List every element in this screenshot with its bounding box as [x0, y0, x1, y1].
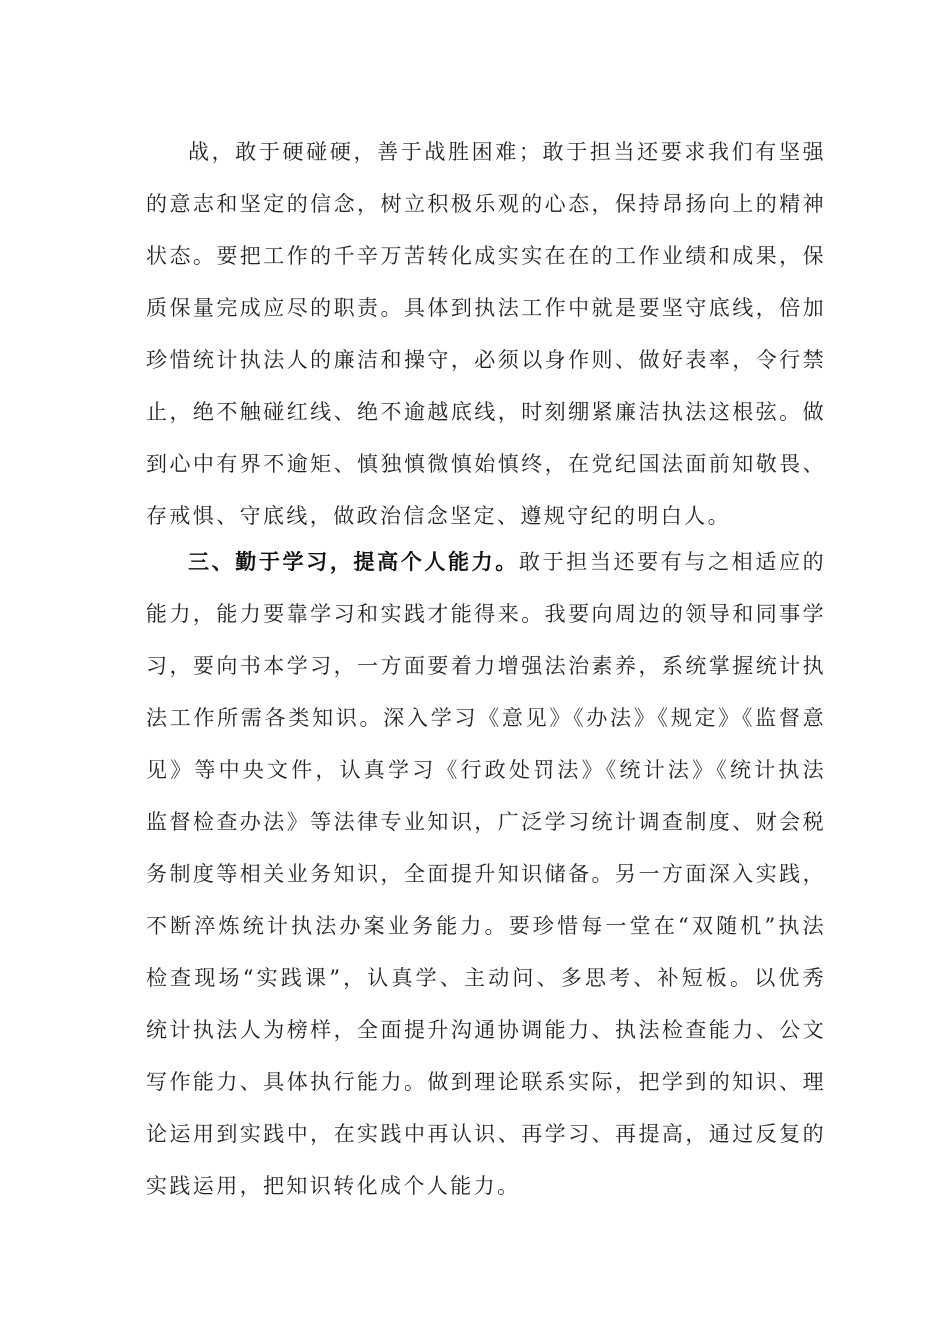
paragraph-continuation: 战，敢于硬碰硬，善于战胜困难；敢于担当还要求我们有坚强的意志和坚定的信念，树立积极乐观的心态，保持昂扬向上的精神状态。要把工作的千辛万苦转化成实实在在的工作业绩和成果，保质保量完成应尽的职责。具体到执法工作中就是要坚守底线，倍加珍惜统计执法人的廉洁和操守，必须以身作则、做好表率，令行禁止，绝不触碰红线、绝不逾越底线，时刻绷紧廉洁执法这根弦。做到心中有界不逾矩、慎独慎微慎始慎终，在党纪国法面前知敬畏、存戒惧、守底线，做政治信念坚定、遵规守纪的明白人。 — [146, 140, 826, 528]
section-3-body: 敢于担当还要有与之相适应的能力，能力要靠学习和实践才能得来。我要向周边的领导和同事学习，要向书本学习，一方面要着力增强法治素养，系统掌握统计执法工作所需各类知识。深入学习《意见》《办法》《规定》《监督意见》等中央文件，认真学习《行政处罚法》《统计法》《统计执法监督检查办法》等法律专业知识，广泛学习统计调查制度、财会税务制度等相关业务知识，全面提升知识储备。另一方面深入实践，不断淬炼统计执法办案业务能力。要珍惜每一堂在“双随机”执法检查现场“实践课”，认真学、主动问、多思考、补短板。以优秀统计执法人为榜样，全面提升沟通协调能力、执法检查能力、公文写作能力、具体执行能力。做到理论联系实际，把学到的知识、理论运用到实践中，在实践中再认识、再学习、再提高，通过反复的实践运用，把知识转化成个人能力。 — [146, 550, 826, 1198]
section-3-heading: 三、勤于学习，提高个人能力。 — [188, 549, 519, 574]
section-3-paragraph — [146, 536, 826, 1212]
